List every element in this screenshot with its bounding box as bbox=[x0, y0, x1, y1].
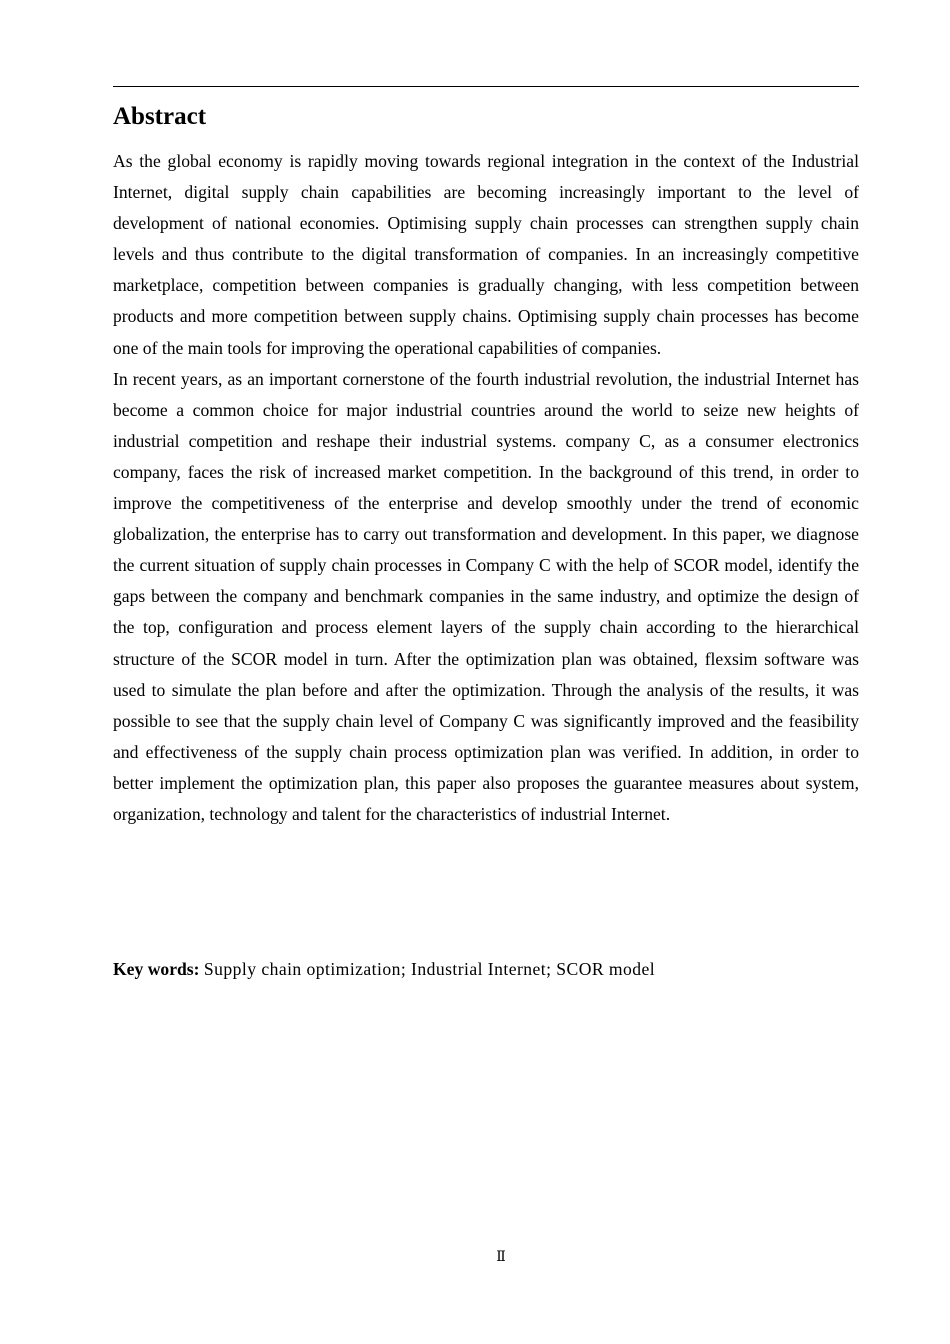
abstract-body bbox=[113, 146, 859, 830]
keywords-value: Supply chain optimization; Industrial Internet; SCOR model bbox=[203, 959, 656, 979]
keywords-line bbox=[113, 956, 859, 982]
header-rule bbox=[113, 86, 859, 87]
abstract-paragraph-2: In recent years, as an important cornerstone of the fourth industrial revolution, the industrial Internet has become a common choice for major industrial countries around the world to seize new heights of industrial competition and reshape their industrial systems. company C, as a consumer electronics company, faces the risk of increased market competition. In the background of this trend, in order to improve the competitiveness of the enterprise and develop smoothly under the trend of economic globalization, the enterprise has to carry out transformation and development. In this paper, we diagnose the current situation of supply chain processes in Company C with the help of SCOR model, identify the gaps between the company and benchmark companies in the same industry, and optimize the design of the top, configuration and process element layers of the supply chain according to the hierarchical structure of the SCOR model in turn. After the optimization plan was obtained, flexsim software was used to simulate the plan before and after the optimization. Through the analysis of the results, it was possible to see that the supply chain level of Company C was significantly improved and the feasibility and effectiveness of the supply chain process optimization plan was verified. In addition, in order to better implement the optimization plan, this paper also proposes the guarantee measures about system, organization, technology and talent for the characteristics of industrial Internet. bbox=[113, 368, 859, 824]
keywords-label: Key words: bbox=[113, 959, 200, 979]
abstract-title: Abstract bbox=[113, 103, 207, 130]
page-number: Ⅱ bbox=[496, 1250, 506, 1265]
abstract-paragraph-1: As the global economy is rapidly moving towards regional integration in the context of the Industrial Internet, digital supply chain capabilities are becoming increasingly important to the level of development of national economies. Optimising supply chain processes can strengthen supply chain levels and thus contribute to the digital transformation of companies. In an increasingly competitive marketplace, competition between companies is gradually changing, with less competition between products and more competition between supply chains. Optimising supply chain processes has become one of the main tools for improving the operational capabilities of companies. bbox=[113, 151, 859, 358]
